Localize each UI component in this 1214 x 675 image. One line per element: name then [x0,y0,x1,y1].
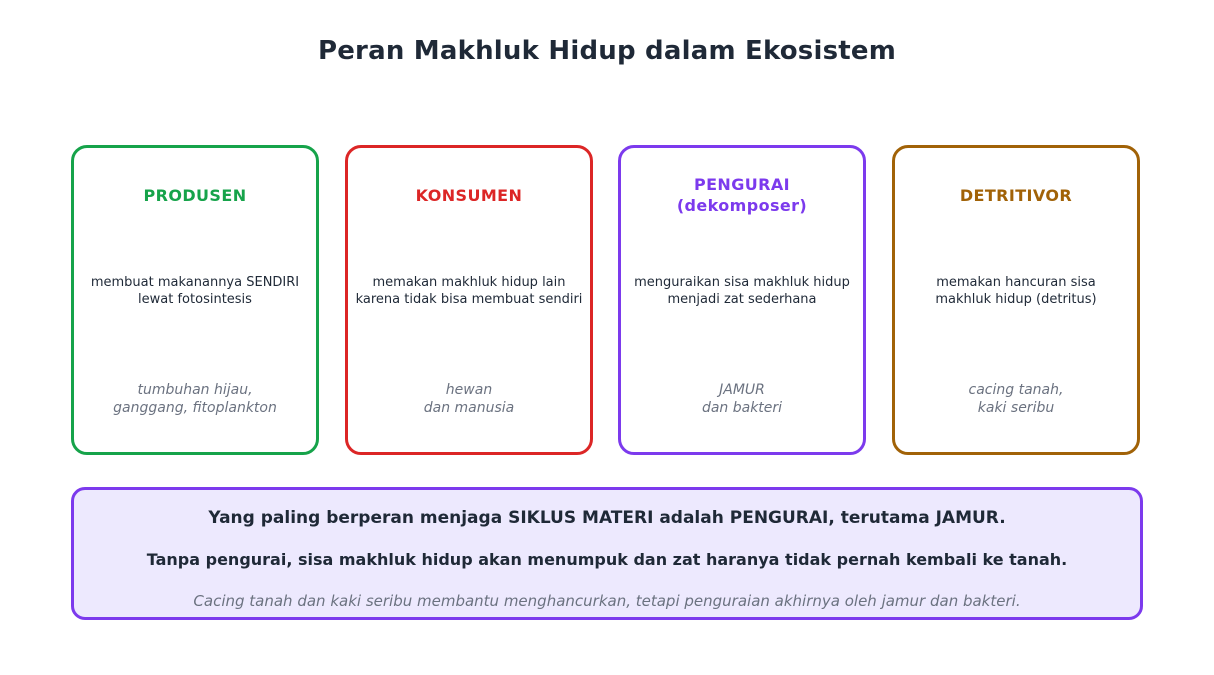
card-produsen [71,145,319,455]
note-main-statement: Yang paling berperan menjaga SIKLUS MATERI adalah PENGURAI, terutama JAMUR. [208,508,1006,528]
card-description: membuat makanannya SENDIRI lewat fotosintesis [90,275,300,307]
diagram-title: Peran Makhluk Hidup dalam Ekosistem [317,36,897,66]
note-footnote: Cacing tanah dan kaki seribu membantu menghancurkan, tetapi penguraian akhirnya oleh jamur dan bakteri. [193,592,1021,610]
card-konsumen [345,145,593,455]
summary-note [71,487,1143,620]
card-detritivor [892,145,1140,455]
card-description: menguraikan sisa makhluk hidup menjadi zat sederhana [634,275,850,307]
card-example: JAMUR dan bakteri [701,382,783,416]
note-explanation: Tanpa pengurai, sisa makhluk hidup akan menumpuk dan zat haranya tidak pernah kembali ke tanah. [146,550,1068,569]
card-example: hewan dan manusia [423,382,515,416]
card-heading: PRODUSEN [143,185,247,205]
card-example: cacing tanah, kaki seribu [968,382,1064,416]
card-description: memakan makhluk hidup lain karena tidak bisa membuat sendiri [355,275,583,307]
card-heading: DETRITIVOR [959,185,1073,205]
card-example: tumbuhan hijau, ganggang, fitoplankton [113,382,277,416]
card-heading: KONSUMEN [415,185,523,205]
card-description: memakan hancuran sisa makhluk hidup (detritus) [935,275,1097,307]
card-heading: PENGURAI (dekomposer) [676,175,808,215]
card-pengurai [618,145,866,455]
